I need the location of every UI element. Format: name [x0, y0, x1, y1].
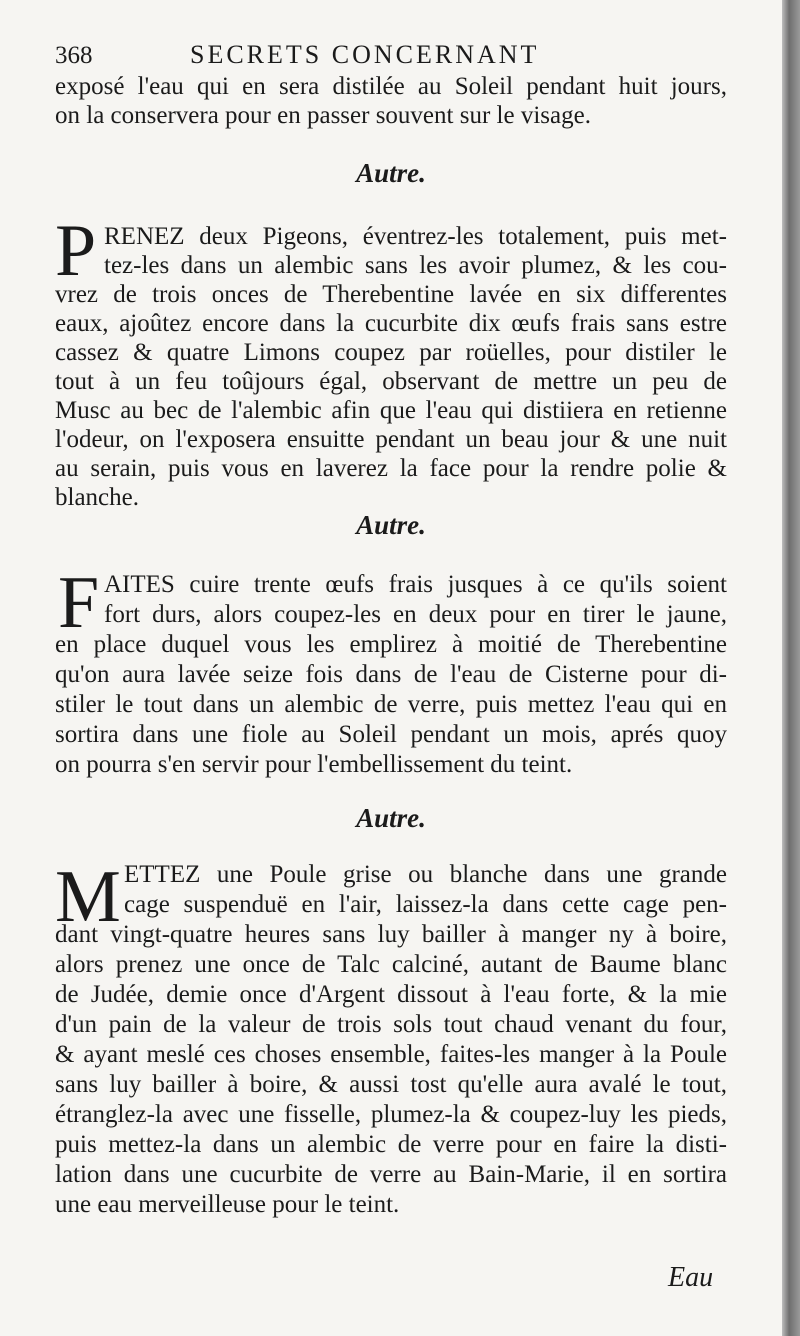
drop-cap: M	[55, 856, 121, 938]
text-line: blanche.	[55, 484, 139, 511]
text-line: eaux, ajoûtez encore dans la cucurbite dix œufs frais sans estre	[55, 310, 727, 337]
section-heading: Autre.	[356, 158, 426, 188]
text-line: Musc au bec de l'alembic afin que l'eau qui distiiera en retienne	[55, 397, 727, 424]
text-line: en place duquel vous les emplirez à moitié de Therebentine	[55, 631, 727, 658]
page-number: 368	[55, 42, 93, 69]
drop-cap: F	[58, 562, 100, 644]
text-line: sans luy bailler à boire, & aussi tost qu'elle aura avalé le tout,	[55, 1071, 727, 1098]
catchword: Eau	[668, 1262, 714, 1293]
text-line: de Judée, demie once d'Argent dissout à l'eau forte, & la mie	[55, 981, 727, 1008]
text-line: alors prenez une once de Talc calciné, autant de Baume blanc	[55, 951, 727, 978]
text-line: RENEZ deux Pigeons, éventrez-les totalement, puis met-	[104, 223, 727, 250]
text-line: exposé l'eau qui en sera distilée au Soleil pendant huit jours,	[55, 73, 727, 100]
text-line: vrez de trois onces de Therebentine lavée en six differentes	[55, 281, 727, 308]
text-line: tout à un feu toûjours égal, observant de mettre un peu de	[55, 368, 727, 395]
text-line: d'un pain de la valeur de trois sols tout chaud venant du four,	[55, 1011, 727, 1038]
text-line: stiler le tout dans un alembic de verre, puis mettez l'eau qui en	[55, 691, 727, 718]
text-line: AITES cuire trente œufs frais jusques à ce qu'ils soient	[104, 571, 727, 598]
text-line: cage suspenduë en l'air, laissez-la dans cette cage pen-	[124, 891, 727, 918]
text-line: on la conservera pour en passer souvent sur le visage.	[55, 102, 591, 129]
text-line: ETTEZ une Poule grise ou blanche dans une grande	[124, 861, 727, 888]
text-line: sortira dans une fiole au Soleil pendant un mois, aprés quoy	[55, 721, 727, 748]
page-header	[55, 40, 735, 74]
text-line: tez-les dans un alembic sans les avoir plumez, & les cou-	[104, 252, 727, 279]
text-line: qu'on aura lavée seize fois dans de l'eau de Cisterne pour di-	[55, 661, 727, 688]
text-line: au serain, puis vous en laverez la face pour la rendre polie &	[55, 455, 727, 482]
text-line: étranglez-la avec une fisselle, plumez-la & coupez-luy les pieds,	[55, 1101, 727, 1128]
page-edge-shadow	[782, 0, 800, 1336]
text-line: lation dans une cucurbite de verre au Bain-Marie, il en sortira	[55, 1161, 727, 1188]
text-line: cassez & quatre Limons coupez par roüelles, pour distiler le	[55, 339, 727, 366]
text-line: l'odeur, on l'exposera ensuitte pendant un beau jour & une nuit	[55, 426, 727, 453]
text-line: puis mettez-la dans un alembic de verre pour en faire la disti-	[55, 1131, 727, 1158]
text-line: dant vingt-quatre heures sans luy bailler à manger ny à boire,	[55, 921, 727, 948]
running-title: SECRETS CONCERNANT	[190, 40, 540, 69]
section-heading: Autre.	[356, 510, 426, 540]
text-line: on pourra s'en servir pour l'embellissement du teint.	[55, 751, 573, 778]
section-heading: Autre.	[356, 803, 426, 833]
drop-cap: P	[55, 210, 97, 292]
text-line: une eau merveilleuse pour le teint.	[55, 1191, 400, 1218]
text-line: & ayant meslé ces choses ensemble, faites-les manger à la Poule	[55, 1041, 727, 1068]
text-line: fort durs, alors coupez-les en deux pour en tirer le jaune,	[104, 601, 727, 628]
